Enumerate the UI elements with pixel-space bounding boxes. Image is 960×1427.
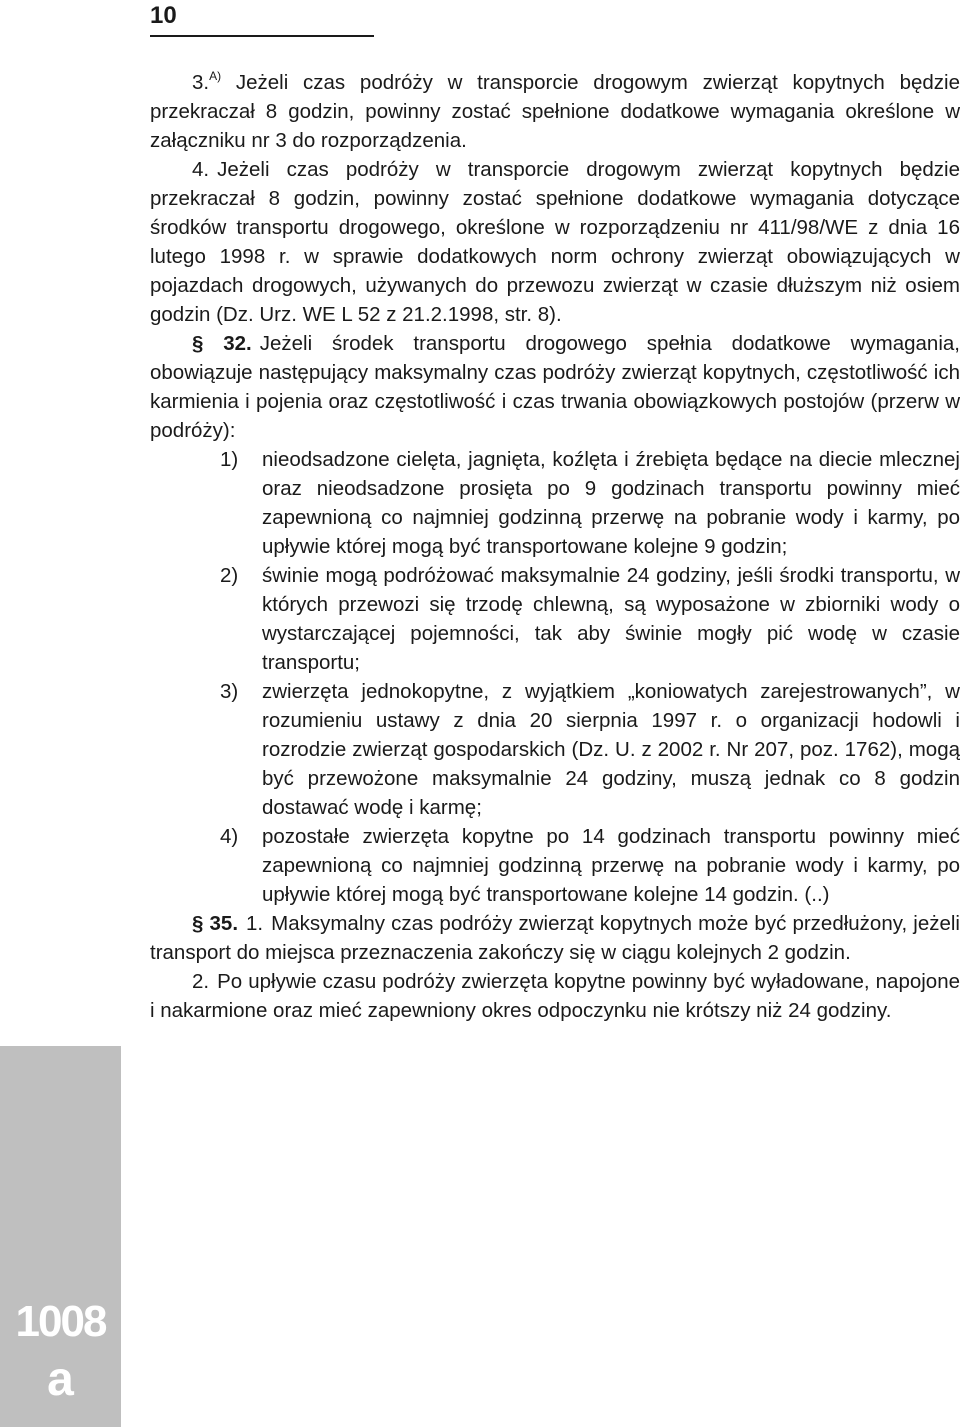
paragraph-3 — [150, 62, 960, 155]
paragraph-number: 1. — [246, 912, 264, 935]
list-item-number: 2) — [220, 564, 239, 587]
list-item — [220, 677, 960, 822]
section-label: § 35. — [192, 912, 239, 935]
document-body — [150, 62, 960, 1025]
paragraph-text: Po upływie czasu podróży zwierzęta kopytne powinny być wyładowane, napojone i nakarmione oraz mieć zapewniony okres odpoczynku nie krótszy niż 24 godziny. — [150, 970, 960, 1022]
list-item — [220, 822, 960, 909]
paragraph-number: 4. — [192, 158, 210, 181]
paragraph-number: 2. — [192, 970, 210, 993]
list-item-text: pozostałe zwierzęta kopytne po 14 godzinach transportu powinny mieć zapewnioną co najmniej godzinną przerwę na pobranie wody i karmy, po upływie której mogą być transportowane kolejne 14 godzin. (..) — [262, 825, 960, 906]
list-item — [220, 445, 960, 561]
list-item-text: nieodsadzone cielęta, jagnięta, koźlęta i źrebięta będące na diecie mlecznej oraz nieodsadzone prosięta po 9 godzinach transportu powinny mieć zapewnioną co najmniej godzinną przerwę na pobranie wody i karmy, po upływie której mogą być transportowane kolejne 9 godzin; — [262, 448, 960, 558]
header-rule — [150, 35, 374, 37]
page-number: 10 — [150, 2, 177, 29]
section-35-paragraph-1 — [150, 909, 960, 967]
list-item-text: świnie mogą podróżować maksymalnie 24 godziny, jeśli środki transportu, w których przewozi się trzodę chlewną, są wyposażone w zbiorniki wody o wystarczającej pojemności, tak aby świnie mogły pić wodę w czasie transportu; — [262, 564, 960, 674]
section-32 — [150, 329, 960, 445]
list-item-number: 3) — [220, 680, 239, 703]
footnote-marker: A) — [209, 69, 222, 83]
list-item — [220, 561, 960, 677]
list-item-text: zwierzęta jednokopytne, z wyjątkiem „koniowatych zarejestrowanych”, w rozumieniu ustawy z dnia 20 sierpnia 1997 r. o organizacji hodowli i rozrodzie zwierząt gospodarskich (Dz. U. z 2002 r. Nr 207, poz. 1762), mogą być przewożone maksymalnie 24 godziny, muszą jednak co 8 godzin dostawać wodę i karmę; — [262, 680, 960, 819]
side-tab-letter: a — [47, 1353, 74, 1406]
section-text: Jeżeli środek transportu drogowego spełnia dodatkowe wymagania, obowiązuje następujący maksymalny czas podróży zwierząt kopytnych, częstotliwość ich karmienia i pojenia oraz częstotliwość i czas trwania obowiązkowych postojów (przerw w podróży): — [150, 332, 960, 442]
conditions-list — [150, 445, 960, 909]
list-item-number: 1) — [220, 448, 239, 471]
list-item-number: 4) — [220, 825, 239, 848]
section-35-paragraph-2 — [150, 967, 960, 1025]
paragraph-4 — [150, 155, 960, 329]
paragraph-text: Maksymalny czas podróży zwierząt kopytnych może być przedłużony, jeżeli transport do miejsca przeznaczenia zakończy się w ciągu kolejnych 2 godzin. — [150, 912, 960, 964]
section-label: § 32. — [192, 332, 252, 355]
side-tab-number: 1008 — [15, 1297, 106, 1346]
paragraph-number: 3. — [192, 71, 210, 94]
paragraph-text: Jeżeli czas podróży w transporcie drogowym zwierząt kopytnych będzie przekraczał 8 godzin, powinny zostać spełnione dodatkowe wymagania określone w załączniku nr 3 do rozporządzenia. — [150, 71, 960, 152]
paragraph-text: Jeżeli czas podróży w transporcie drogowym zwierząt kopytnych będzie przekraczał 8 godzin, powinny zostać spełnione dodatkowe wymagania dotyczące środków transportu drogowego, określone w rozporządzeniu nr 411/98/WE z dnia 16 lutego 1998 r. w sprawie dodatkowych norm ochrony zwierząt obowiązujących w pojazdach drogowych, używanych do przewozu zwierząt w czasie dłuższym niż osiem godzin (Dz. Urz. WE L 52 z 21.2.1998, str. 8). — [150, 158, 960, 326]
